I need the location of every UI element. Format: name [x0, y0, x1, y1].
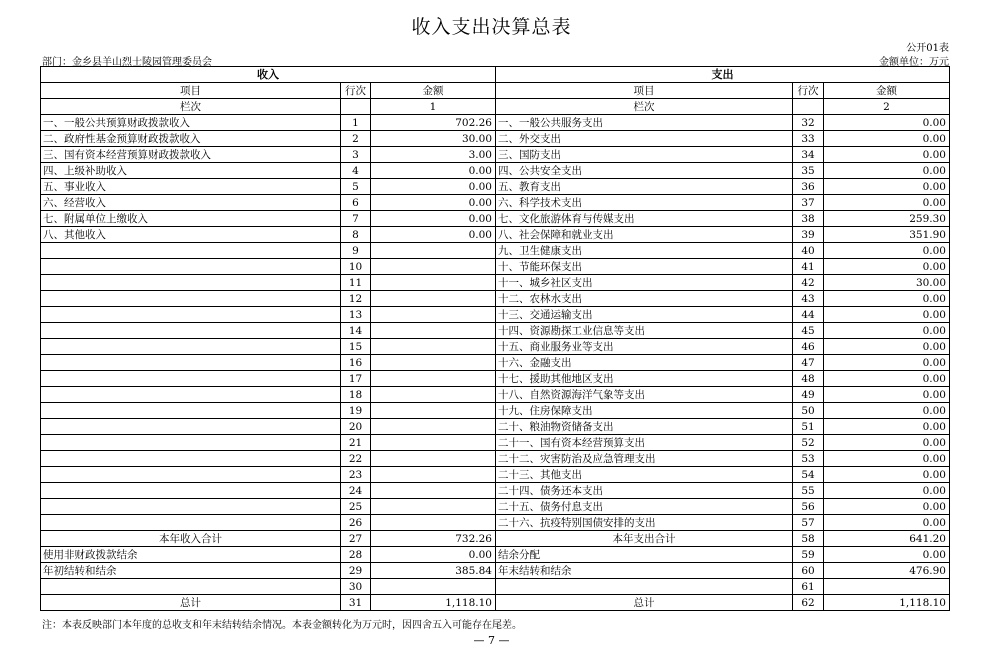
- income-item-cell: 五、事业收入: [41, 179, 341, 195]
- income-item-cell: [41, 419, 341, 435]
- table-row: [41, 467, 950, 483]
- expense-rowno-cell: 32: [793, 115, 824, 131]
- expense-amount-cell: 0.00: [824, 515, 950, 531]
- table-row: [41, 115, 950, 131]
- expense-item-cell: 十、节能环保支出: [496, 259, 793, 275]
- expense-rowno-cell: 34: [793, 147, 824, 163]
- income-rowno-cell: 7: [341, 211, 371, 227]
- expense-item-cell: 年末结转和结余: [496, 563, 793, 579]
- income-rowno-cell: 20: [341, 419, 371, 435]
- expense-amount-cell: 0.00: [824, 371, 950, 387]
- income-amount-cell: 0.00: [371, 211, 496, 227]
- income-amount-cell: 0.00: [371, 179, 496, 195]
- table-row: [41, 547, 950, 563]
- expense-amount-cell: 0.00: [824, 291, 950, 307]
- table-row: [41, 243, 950, 259]
- income-section-header: 收入: [41, 67, 496, 83]
- expense-item-cell: 十一、城乡社区支出: [496, 275, 793, 291]
- expense-item-cell: 七、文化旅游体育与传媒支出: [496, 211, 793, 227]
- income-item-cell: 本年收入合计: [41, 531, 341, 547]
- income-amount-cell: [371, 291, 496, 307]
- table-row: [41, 275, 950, 291]
- income-amount-cell: [371, 483, 496, 499]
- expense-rowno-cell: 43: [793, 291, 824, 307]
- expense-rowno-cell: 42: [793, 275, 824, 291]
- expense-item-cell: 四、公共安全支出: [496, 163, 793, 179]
- income-amount-cell: [371, 403, 496, 419]
- income-amount-cell: [371, 515, 496, 531]
- income-amount-cell: [371, 499, 496, 515]
- income-rowno-header: 行次: [341, 83, 371, 99]
- income-amount-cell: 1,118.10: [371, 595, 496, 611]
- income-rowno-cell: 14: [341, 323, 371, 339]
- expense-item-cell: [496, 579, 793, 595]
- income-amount-cell: 702.26: [371, 115, 496, 131]
- expense-item-cell: 十三、交通运输支出: [496, 307, 793, 323]
- expense-rowno-cell: 54: [793, 467, 824, 483]
- expense-item-cell: 总计: [496, 595, 793, 611]
- expense-item-cell: 二十三、其他支出: [496, 467, 793, 483]
- expense-item-cell: 十九、住房保障支出: [496, 403, 793, 419]
- expense-item-cell: 九、卫生健康支出: [496, 243, 793, 259]
- income-item-cell: [41, 403, 341, 419]
- expense-amount-cell: 0.00: [824, 483, 950, 499]
- expense-rowno-cell: 53: [793, 451, 824, 467]
- expense-item-cell: 二十六、抗疫特别国债安排的支出: [496, 515, 793, 531]
- income-rowno-cell: 15: [341, 339, 371, 355]
- page-number: — 7 —: [473, 634, 510, 647]
- income-amount-cell: [371, 307, 496, 323]
- expense-amount-cell: 476.90: [824, 563, 950, 579]
- income-rowno-cell: 8: [341, 227, 371, 243]
- income-rowno-cell: 17: [341, 371, 371, 387]
- expense-amount-cell: 30.00: [824, 275, 950, 291]
- expense-rowno-cell: 38: [793, 211, 824, 227]
- table-row: [41, 147, 950, 163]
- income-amount-cell: 0.00: [371, 195, 496, 211]
- expense-rowno-cell: 40: [793, 243, 824, 259]
- expense-amount-cell: 0.00: [824, 243, 950, 259]
- income-col-number: 1: [371, 99, 496, 115]
- income-item-cell: [41, 515, 341, 531]
- income-item-cell: [41, 371, 341, 387]
- income-amount-cell: [371, 451, 496, 467]
- table-row: [41, 307, 950, 323]
- expense-item-header: 项目: [496, 83, 793, 99]
- income-amount-cell: [371, 371, 496, 387]
- expense-amount-cell: 0.00: [824, 323, 950, 339]
- table-row: [41, 563, 950, 579]
- table-row: [41, 435, 950, 451]
- income-rowno-cell: 21: [341, 435, 371, 451]
- expense-rowno-cell: 44: [793, 307, 824, 323]
- income-item-cell: 四、上级补助收入: [41, 163, 341, 179]
- expense-rowno-cell: 49: [793, 387, 824, 403]
- income-amount-cell: [371, 243, 496, 259]
- table-row: [41, 579, 950, 595]
- expense-amount-cell: 641.20: [824, 531, 950, 547]
- report-title: 收入支出决算总表: [411, 16, 572, 38]
- expense-amount-cell: [824, 579, 950, 595]
- income-amount-cell: 0.00: [371, 227, 496, 243]
- income-item-cell: 八、其他收入: [41, 227, 341, 243]
- table-row: [41, 227, 950, 243]
- expense-rowno-cell: 35: [793, 163, 824, 179]
- income-item-cell: 二、政府性基金预算财政拨款收入: [41, 131, 341, 147]
- table-row: [41, 451, 950, 467]
- column-number-row: [41, 99, 950, 115]
- expense-amount-cell: 0.00: [824, 355, 950, 371]
- expense-item-cell: 十七、援助其他地区支出: [496, 371, 793, 387]
- expense-amount-header: 金额: [824, 83, 950, 99]
- income-amount-cell: 732.26: [371, 531, 496, 547]
- expense-amount-cell: 0.00: [824, 547, 950, 563]
- expense-item-cell: 十五、商业服务业等支出: [496, 339, 793, 355]
- expense-amount-cell: 0.00: [824, 115, 950, 131]
- income-item-cell: [41, 483, 341, 499]
- table-row: [41, 323, 950, 339]
- expense-item-cell: 八、社会保障和就业支出: [496, 227, 793, 243]
- expense-amount-cell: 351.90: [824, 227, 950, 243]
- income-item-cell: 七、附属单位上缴收入: [41, 211, 341, 227]
- table-row: [41, 339, 950, 355]
- expense-col-number: 2: [824, 99, 950, 115]
- expense-amount-cell: 0.00: [824, 499, 950, 515]
- income-item-cell: 年初结转和结余: [41, 563, 341, 579]
- expense-rowno-cell: 59: [793, 547, 824, 563]
- table-row: [41, 131, 950, 147]
- income-item-cell: [41, 579, 341, 595]
- income-amount-cell: [371, 259, 496, 275]
- income-rowno-cell: 24: [341, 483, 371, 499]
- income-amount-cell: 30.00: [371, 131, 496, 147]
- income-rowno-cell: 11: [341, 275, 371, 291]
- expense-item-cell: 十二、农林水支出: [496, 291, 793, 307]
- expense-amount-cell: 259.30: [824, 211, 950, 227]
- expense-item-cell: 二十四、债务还本支出: [496, 483, 793, 499]
- income-item-cell: [41, 499, 341, 515]
- expense-amount-cell: 0.00: [824, 147, 950, 163]
- table-row: [41, 387, 950, 403]
- income-rowno-cell: 3: [341, 147, 371, 163]
- expense-rowno-cell: 36: [793, 179, 824, 195]
- expense-amount-cell: 0.00: [824, 131, 950, 147]
- table-row: [41, 211, 950, 227]
- income-rowno-cell: 25: [341, 499, 371, 515]
- income-rowno-cell: 29: [341, 563, 371, 579]
- expense-amount-cell: 0.00: [824, 435, 950, 451]
- income-item-cell: 总计: [41, 595, 341, 611]
- expense-rowno-cell: 50: [793, 403, 824, 419]
- expense-rowno-cell: 39: [793, 227, 824, 243]
- income-item-cell: [41, 259, 341, 275]
- income-rowno-cell: 1: [341, 115, 371, 131]
- expense-item-cell: 二十五、债务付息支出: [496, 499, 793, 515]
- expense-item-cell: 结余分配: [496, 547, 793, 563]
- expense-rowno-cell: 41: [793, 259, 824, 275]
- income-amount-cell: [371, 275, 496, 291]
- expense-rowno-cell: 55: [793, 483, 824, 499]
- table-row: [41, 403, 950, 419]
- income-rowno-cell: 4: [341, 163, 371, 179]
- income-item-cell: 一、一般公共预算财政拨款收入: [41, 115, 341, 131]
- column-header-row: [41, 83, 950, 99]
- income-item-cell: [41, 323, 341, 339]
- income-amount-header: 金额: [371, 83, 496, 99]
- form-code: 公开01表: [906, 43, 949, 54]
- income-item-cell: [41, 467, 341, 483]
- expense-item-cell: 三、国防支出: [496, 147, 793, 163]
- expense-amount-cell: 0.00: [824, 259, 950, 275]
- table-row: [41, 291, 950, 307]
- table-row: [41, 499, 950, 515]
- income-rowno-cell: 19: [341, 403, 371, 419]
- expense-rowno-cell: 56: [793, 499, 824, 515]
- expense-col-label: 栏次: [496, 99, 793, 115]
- table-row: [41, 163, 950, 179]
- expense-item-cell: 十四、资源勘探工业信息等支出: [496, 323, 793, 339]
- income-amount-cell: [371, 467, 496, 483]
- expense-amount-cell: 0.00: [824, 403, 950, 419]
- expense-item-cell: 一、一般公共服务支出: [496, 115, 793, 131]
- income-col-blank: [341, 99, 371, 115]
- income-amount-cell: 0.00: [371, 547, 496, 563]
- income-rowno-cell: 9: [341, 243, 371, 259]
- income-item-cell: [41, 243, 341, 259]
- income-item-cell: [41, 451, 341, 467]
- expense-amount-cell: 0.00: [824, 387, 950, 403]
- income-rowno-cell: 6: [341, 195, 371, 211]
- expense-rowno-header: 行次: [793, 83, 824, 99]
- income-amount-cell: 385.84: [371, 563, 496, 579]
- income-amount-cell: [371, 579, 496, 595]
- table-row: [41, 195, 950, 211]
- income-rowno-cell: 10: [341, 259, 371, 275]
- department-label: 部门：金乡县羊山烈士陵园管理委员会: [42, 57, 212, 68]
- expense-rowno-cell: 51: [793, 419, 824, 435]
- expense-item-cell: 本年支出合计: [496, 531, 793, 547]
- table-row: [41, 179, 950, 195]
- income-item-cell: [41, 387, 341, 403]
- income-rowno-cell: 12: [341, 291, 371, 307]
- income-col-label: 栏次: [41, 99, 341, 115]
- income-rowno-cell: 30: [341, 579, 371, 595]
- income-rowno-cell: 27: [341, 531, 371, 547]
- income-item-cell: [41, 355, 341, 371]
- expense-rowno-cell: 52: [793, 435, 824, 451]
- expense-amount-cell: 0.00: [824, 451, 950, 467]
- expense-amount-cell: 0.00: [824, 419, 950, 435]
- expense-item-cell: 二十、粮油物资储备支出: [496, 419, 793, 435]
- expense-item-cell: 二、外交支出: [496, 131, 793, 147]
- expense-rowno-cell: 33: [793, 131, 824, 147]
- expense-item-cell: 十六、金融支出: [496, 355, 793, 371]
- expense-rowno-cell: 57: [793, 515, 824, 531]
- income-item-cell: 使用非财政拨款结余: [41, 547, 341, 563]
- income-rowno-cell: 28: [341, 547, 371, 563]
- table-row: [41, 259, 950, 275]
- table-row: [41, 371, 950, 387]
- table-body: [41, 115, 950, 611]
- income-rowno-cell: 23: [341, 467, 371, 483]
- expense-amount-cell: 0.00: [824, 467, 950, 483]
- expense-rowno-cell: 58: [793, 531, 824, 547]
- table-row: [41, 483, 950, 499]
- income-amount-cell: [371, 339, 496, 355]
- expense-rowno-cell: 47: [793, 355, 824, 371]
- section-header-row: [41, 67, 950, 83]
- income-item-header: 项目: [41, 83, 341, 99]
- table-row: [41, 595, 950, 611]
- income-amount-cell: 3.00: [371, 147, 496, 163]
- table-row: [41, 355, 950, 371]
- income-item-cell: [41, 339, 341, 355]
- expense-item-cell: 二十一、国有资本经营预算支出: [496, 435, 793, 451]
- income-amount-cell: [371, 323, 496, 339]
- income-item-cell: 三、国有资本经营预算财政拨款收入: [41, 147, 341, 163]
- expense-amount-cell: 0.00: [824, 339, 950, 355]
- income-amount-cell: [371, 419, 496, 435]
- income-rowno-cell: 22: [341, 451, 371, 467]
- income-item-cell: [41, 307, 341, 323]
- income-item-cell: [41, 435, 341, 451]
- expense-rowno-cell: 48: [793, 371, 824, 387]
- expense-item-cell: 十八、自然资源海洋气象等支出: [496, 387, 793, 403]
- expense-rowno-cell: 45: [793, 323, 824, 339]
- income-item-cell: [41, 291, 341, 307]
- income-amount-cell: [371, 355, 496, 371]
- expense-rowno-cell: 37: [793, 195, 824, 211]
- income-rowno-cell: 26: [341, 515, 371, 531]
- table-row: [41, 515, 950, 531]
- expense-amount-cell: 0.00: [824, 195, 950, 211]
- footnote: 注：本表反映部门本年度的总收支和年末结转结余情况。本表金额转化为万元时，因四舍五入可能存在尾差。: [42, 620, 522, 631]
- income-rowno-cell: 13: [341, 307, 371, 323]
- income-expense-table: [40, 66, 950, 611]
- expense-amount-cell: 0.00: [824, 307, 950, 323]
- income-item-cell: 六、经营收入: [41, 195, 341, 211]
- expense-amount-cell: 0.00: [824, 179, 950, 195]
- expense-amount-cell: 0.00: [824, 163, 950, 179]
- income-rowno-cell: 2: [341, 131, 371, 147]
- amount-unit: 金额单位：万元: [879, 57, 949, 68]
- table-row: [41, 419, 950, 435]
- table-row: [41, 531, 950, 547]
- income-amount-cell: [371, 435, 496, 451]
- income-rowno-cell: 16: [341, 355, 371, 371]
- income-item-cell: [41, 275, 341, 291]
- expense-rowno-cell: 46: [793, 339, 824, 355]
- expense-item-cell: 六、科学技术支出: [496, 195, 793, 211]
- expense-amount-cell: 1,118.10: [824, 595, 950, 611]
- income-amount-cell: [371, 387, 496, 403]
- income-rowno-cell: 18: [341, 387, 371, 403]
- expense-rowno-cell: 61: [793, 579, 824, 595]
- expense-item-cell: 二十二、灾害防治及应急管理支出: [496, 451, 793, 467]
- expense-col-blank: [793, 99, 824, 115]
- income-amount-cell: 0.00: [371, 163, 496, 179]
- expense-rowno-cell: 62: [793, 595, 824, 611]
- income-rowno-cell: 5: [341, 179, 371, 195]
- expense-item-cell: 五、教育支出: [496, 179, 793, 195]
- income-rowno-cell: 31: [341, 595, 371, 611]
- expense-rowno-cell: 60: [793, 563, 824, 579]
- expense-section-header: 支出: [496, 67, 950, 83]
